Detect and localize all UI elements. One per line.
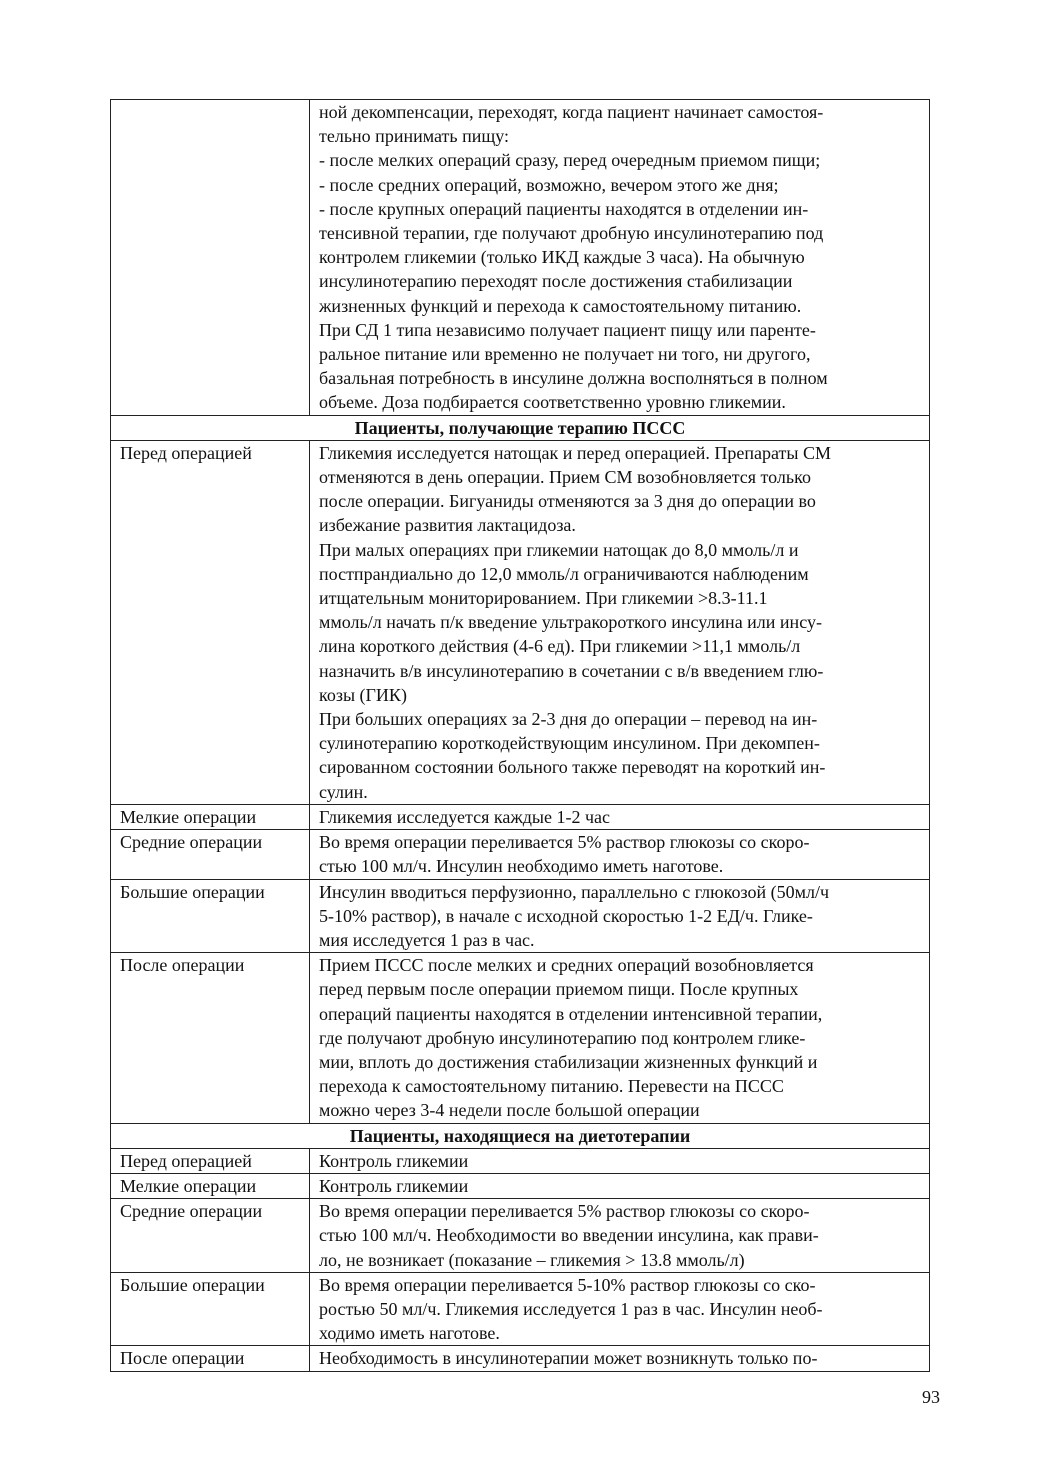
text-line: - после мелких операций сразу, перед очередным приемом пищи; xyxy=(319,150,821,171)
row-label: Большие операции xyxy=(111,879,310,953)
row-text xyxy=(310,953,930,1123)
row-label xyxy=(111,100,310,416)
row-text xyxy=(310,440,930,804)
table-row xyxy=(111,1272,930,1346)
text-line: Гликемия исследуется каждые 1-2 час xyxy=(319,806,611,827)
text-line: стью 100 мл/ч. Инсулин необходимо иметь наготове. xyxy=(319,856,724,877)
table-row xyxy=(111,879,930,953)
text-line: лина короткого действия (4-6 ед). При гликемии >11,1 ммоль/л xyxy=(319,636,801,657)
text-line: ло, не возникает (показание – гликемия > 13.8 ммоль/л) xyxy=(319,1249,745,1270)
text-line: постпрандиально до 12,0 ммоль/л ограничиваются наблюденим xyxy=(319,563,809,584)
text-line: отменяются в день операции. Прием СМ возобновляется только xyxy=(319,467,811,488)
text-line: сулин. xyxy=(319,781,368,802)
table-row xyxy=(111,830,930,879)
row-label: После операции xyxy=(111,1346,310,1371)
text-line: При СД 1 типа независимо получает пациент пищу или паренте- xyxy=(319,319,816,340)
row-label: Средние операции xyxy=(111,1199,310,1273)
text-line: сированном состоянии больного также переводят на короткий ин- xyxy=(319,757,826,778)
row-label: Средние операции xyxy=(111,830,310,879)
section-heading: Пациенты, находящиеся на диетотерапии xyxy=(111,1123,930,1148)
row-label: Мелкие операции xyxy=(111,1173,310,1198)
table-row xyxy=(111,440,930,804)
text-line: мии, вплоть до достижения стабилизации жизненных функций и xyxy=(319,1051,818,1072)
text-line: тельно принимать пищу: xyxy=(319,126,509,147)
text-line: перед первым после операции приемом пищи. После крупных xyxy=(319,979,799,1000)
section-row-pssc xyxy=(111,415,930,440)
section-heading: Пациенты, получающие терапию ПССС xyxy=(111,415,930,440)
row-text xyxy=(310,879,930,953)
text-line: ной декомпенсации, переходят, когда пациент начинает самостоя- xyxy=(319,102,824,122)
table-row xyxy=(111,953,930,1123)
text-line: При малых операциях при гликемии натощак до 8,0 ммоль/л и xyxy=(319,539,799,560)
text-line: ростью 50 мл/ч. Гликемия исследуется 1 раз в час. Инсулин необ- xyxy=(319,1298,823,1319)
page-number: 93 xyxy=(922,1387,940,1407)
text-line: Во время операции переливается 5-10% раствор глюкозы со ско- xyxy=(319,1274,816,1295)
text-line: тенсивной терапии, где получают дробную инсулинотерапию под xyxy=(319,223,824,244)
text-line: жизненных функций и перехода к самостоятельному питанию. xyxy=(319,295,802,316)
row-label: После операции xyxy=(111,953,310,1123)
text-line: перехода к самостоятельному питанию. Перевести на ПССС xyxy=(319,1076,784,1097)
text-line: Инсулин вводиться перфузионно, параллельно с глюкозой (50мл/ч xyxy=(319,881,830,902)
text-line: Прием ПССС после мелких и средних операций возобновляется xyxy=(319,955,814,976)
text-line: - после средних операций, возможно, вечером этого же дня; xyxy=(319,174,779,195)
text-line: 5-10% раствор), в начале с исходной скоростью 1-2 ЕД/ч. Глике- xyxy=(319,905,813,926)
text-line: после операции. Бигуаниды отменяются за 3 дня до операции во xyxy=(319,491,816,512)
text-line: объеме. Доза подбирается соответственно уровню гликемии. xyxy=(319,392,786,413)
row-text xyxy=(310,1148,930,1173)
section-row-diet xyxy=(111,1123,930,1148)
text-line: назначить в/в инсулинотерапию в сочетании с в/в введением глю- xyxy=(319,660,824,681)
table-row xyxy=(111,1148,930,1173)
text-line: ральное питание или временно не получает ни того, ни другого, xyxy=(319,344,811,365)
text-line: Контроль гликемии xyxy=(319,1175,469,1196)
text-line: Во время операции переливается 5% раствор глюкозы со скоро- xyxy=(319,832,810,853)
text-line: стью 100 мл/ч. Необходимости во введении инсулина, как прави- xyxy=(319,1225,819,1246)
text-line: Контроль гликемии xyxy=(319,1150,469,1171)
text-line: где получают дробную инсулинотерапию под контролем глике- xyxy=(319,1027,806,1048)
text-line: инсулинотерапию переходят после достижения стабилизации xyxy=(319,271,793,292)
text-line: При больших операциях за 2-3 дня до операции – перевод на ин- xyxy=(319,709,818,730)
protocol-table xyxy=(110,99,930,1372)
table-row xyxy=(111,1199,930,1273)
text-line: итщательным мониторированием. При гликемии >8.3-11.1 xyxy=(319,588,768,609)
table-row xyxy=(111,804,930,829)
text-line: базальная потребность в инсулине должна восполняться в полном xyxy=(319,368,828,389)
text-line: Гликемия исследуется натощак и перед операцией. Препараты СМ xyxy=(319,442,832,463)
text-line: ходимо иметь наготове. xyxy=(319,1323,500,1344)
row-text xyxy=(310,100,930,416)
row-label: Большие операции xyxy=(111,1272,310,1346)
row-text xyxy=(310,830,930,879)
text-line: ммоль/л начать п/к введение ультракороткого инсулина или инсу- xyxy=(319,612,822,633)
text-line: мия исследуется 1 раз в час. xyxy=(319,929,535,950)
text-line: - после крупных операций пациенты находятся в отделении ин- xyxy=(319,198,809,219)
row-label: Перед операцией xyxy=(111,1148,310,1173)
row-text xyxy=(310,1346,930,1371)
text-line: избежание развития лактацидоза. xyxy=(319,515,576,536)
row-text xyxy=(310,804,930,829)
text-line: Необходимость в инсулинотерапии может возникнуть только по- xyxy=(319,1348,818,1369)
row-label: Мелкие операции xyxy=(111,804,310,829)
table-row xyxy=(111,100,930,416)
text-line: козы (ГИК) xyxy=(319,684,407,705)
table-row xyxy=(111,1346,930,1371)
row-text xyxy=(310,1272,930,1346)
text-line: контролем гликемии (только ИКД каждые 3 часа). На обычную xyxy=(319,247,805,268)
text-line: операций пациенты находятся в отделении интенсивной терапии, xyxy=(319,1003,823,1024)
row-text xyxy=(310,1173,930,1198)
table-row xyxy=(111,1173,930,1198)
text-line: можно через 3-4 недели после большой операции xyxy=(319,1100,700,1121)
text-line: сулинотерапию короткодействующим инсулином. При декомпен- xyxy=(319,733,820,754)
text-line: Во время операции переливается 5% раствор глюкозы со скоро- xyxy=(319,1201,810,1222)
row-text xyxy=(310,1199,930,1273)
row-label: Перед операцией xyxy=(111,440,310,804)
